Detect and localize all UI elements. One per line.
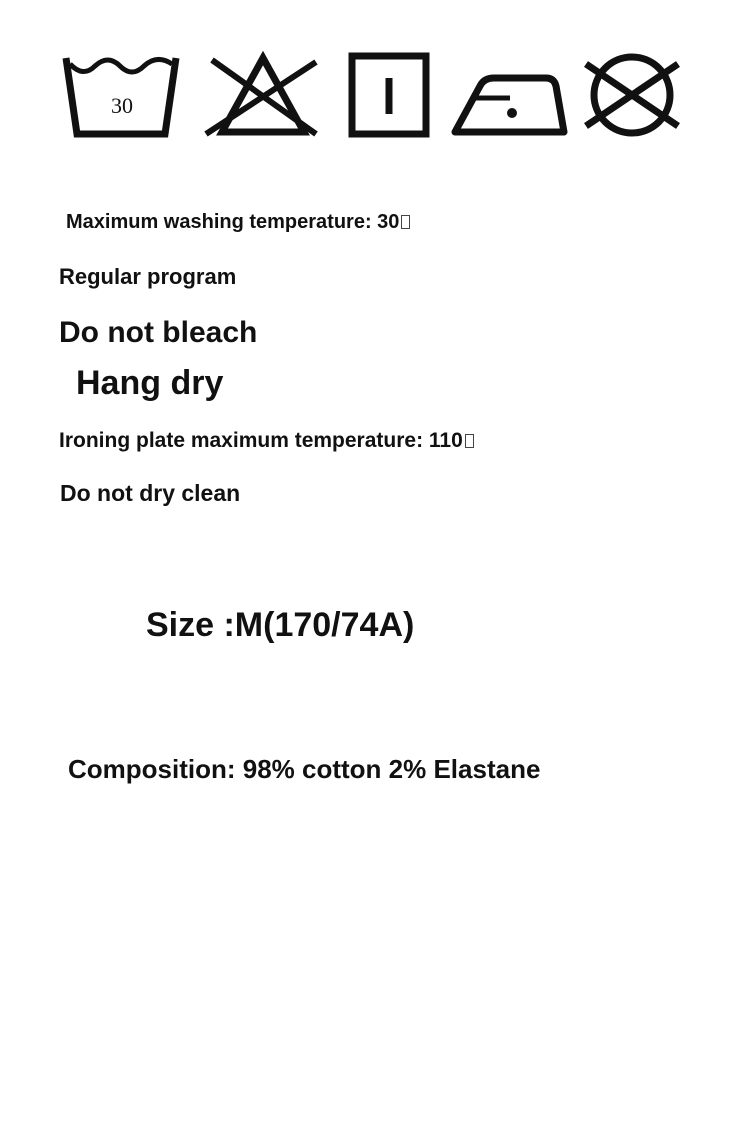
- care-symbols-row: [62, 50, 682, 140]
- program-instruction: Regular program: [59, 264, 237, 289]
- iron-instruction: Ironing plate maximum temperature: 110: [59, 430, 474, 451]
- dry-clean-instruction: Do not dry clean: [60, 480, 241, 506]
- hang-dry-icon: [348, 50, 432, 140]
- do-not-bleach-icon: [202, 50, 324, 140]
- dry-instruction: Hang dry: [76, 364, 224, 402]
- composition-label: Composition: 98% cotton 2% Elastane: [68, 754, 541, 784]
- wash-temperature-label: 30: [111, 93, 133, 118]
- wash-instruction: Maximum washing temperature: 30: [66, 212, 410, 232]
- bleach-instruction: Do not bleach: [59, 316, 258, 349]
- missing-glyph-icon: [401, 215, 410, 229]
- iron-low-icon: [450, 50, 568, 140]
- missing-glyph-icon: [465, 434, 474, 448]
- wash-30-icon: [62, 50, 180, 140]
- size-label: Size :M(170/74A): [146, 606, 415, 644]
- do-not-dry-clean-icon: [582, 50, 682, 140]
